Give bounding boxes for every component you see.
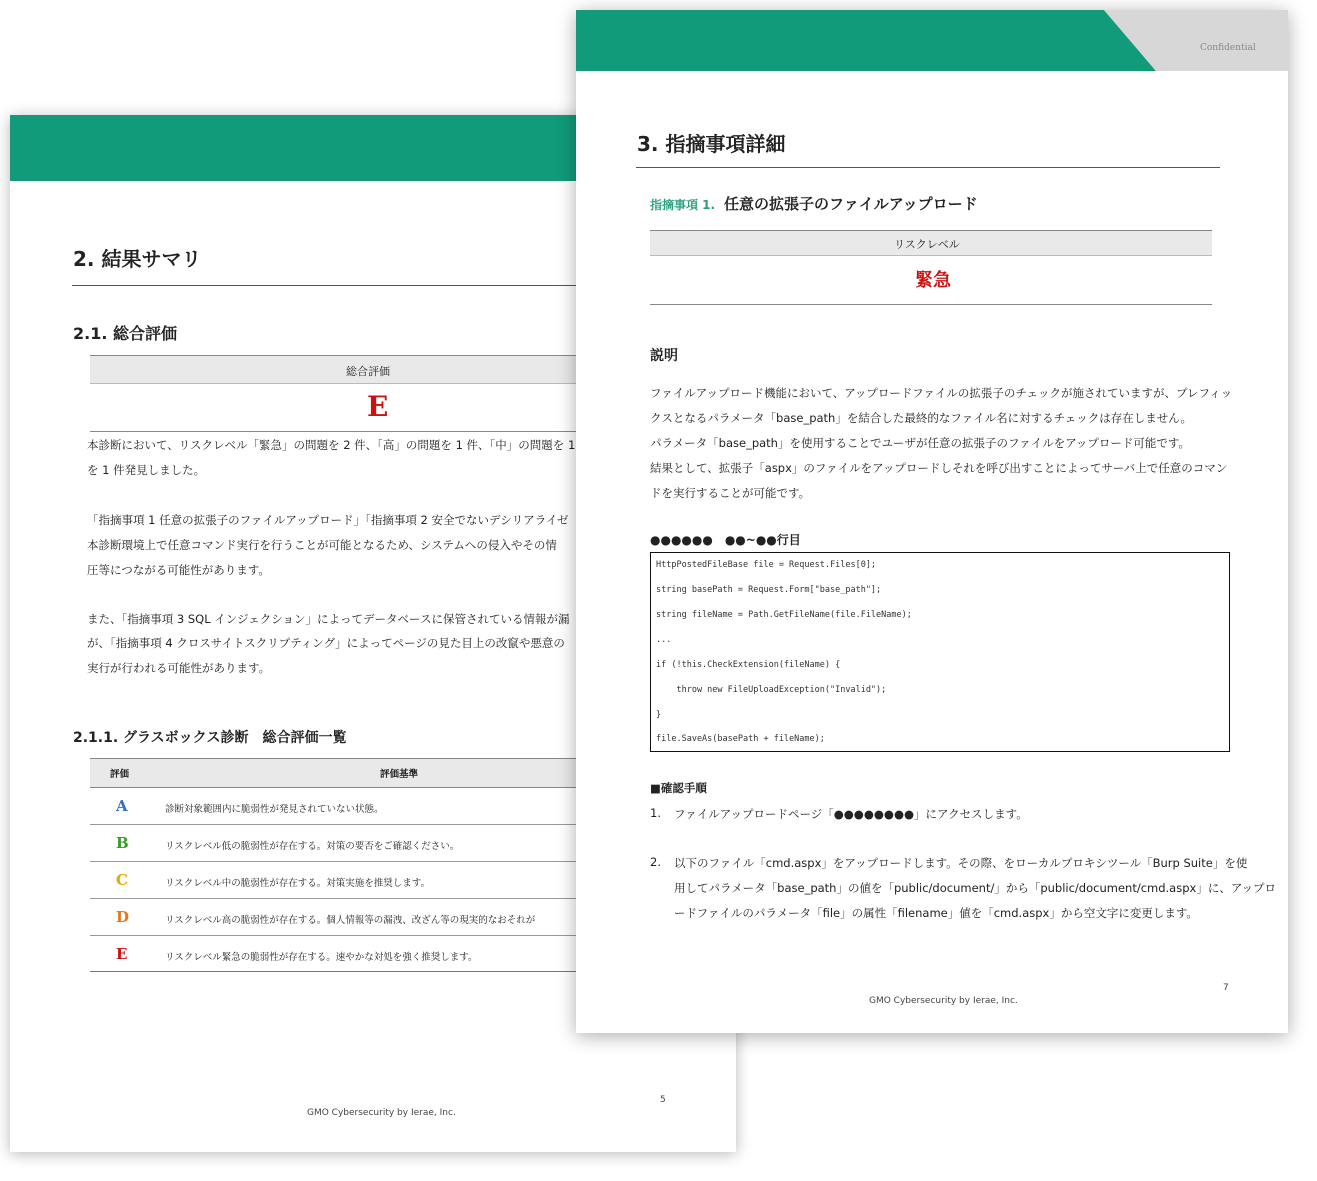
- description-heading: 説明: [650, 348, 678, 364]
- code-line: string basePath = Request.Form["base_path"];: [656, 585, 882, 595]
- code-block: [650, 552, 1230, 752]
- grade-letter: C: [116, 871, 128, 889]
- grade-letter: E: [116, 945, 128, 963]
- page-footer: GMO Cybersecurity by Ierae, Inc.: [869, 996, 1018, 1006]
- code-line: }: [656, 710, 662, 720]
- step-text: 用してパラメータ「base_path」の値を「public/document/」から「public/document/cmd.aspx」に、アップロ: [674, 881, 1277, 895]
- risk-value: 緊急: [915, 270, 951, 291]
- description-line: クスとなるパラメータ「base_path」を結合した最終的なファイル名に対するチェックは存在しません。: [650, 411, 1192, 425]
- section-title: 3. 指摘事項詳細: [637, 132, 786, 156]
- report-page-7: [576, 10, 1288, 1033]
- grade-criteria: 診断対象範囲内に脆弱性が発見されていない状態。: [165, 804, 384, 815]
- paragraph-line: 本診断において、リスクレベル「緊急」の問題を 2 件、「高」の問題を 1 件、「中」の問題を 1: [87, 438, 576, 452]
- code-line: file.SaveAs(basePath + fileName);: [656, 734, 825, 744]
- grade-criteria: リスクレベル高の脆弱性が存在する。個人情報等の漏洩、改ざん等の現実的なおそれが: [165, 915, 536, 926]
- grade-table-col-grade: 評価: [110, 769, 130, 780]
- code-line: if (!this.CheckExtension(fileName) {: [656, 660, 841, 670]
- divider: [650, 304, 1212, 305]
- code-location-label: ●●●●●● ●●~●●行目: [650, 533, 801, 547]
- subsubsection-title: 2.1.1. グラスボックス診断 総合評価一覧: [73, 730, 347, 746]
- steps-heading: ■確認手順: [650, 781, 707, 795]
- code-line: throw new FileUploadException("Invalid");: [656, 685, 887, 695]
- overall-grade: E: [367, 390, 389, 423]
- code-line: ...: [656, 635, 672, 645]
- step-text: ファイルアップロードページ「●●●●●●●●」にアクセスします。: [674, 807, 1028, 821]
- finding-title: 任意の拡張子のファイルアップロード: [724, 195, 978, 213]
- subsection-title: 2.1. 総合評価: [73, 324, 177, 343]
- paragraph-line: を 1 件発見しました。: [87, 463, 206, 477]
- grade-criteria: リスクレベル中の脆弱性が存在する。対策実施を推奨します。: [165, 878, 431, 889]
- section-title: 2. 結果サマリ: [73, 247, 202, 271]
- code-line: HttpPostedFileBase file = Request.Files[0];: [656, 560, 877, 570]
- paragraph-line: が、「指摘事項 4 クロスサイトスクリプティング」によってページの見た目上の改竄や悪意の: [87, 636, 565, 650]
- paragraph-line: また、「指摘事項 3 SQL インジェクション」によってデータベースに保管されている情報が漏: [87, 612, 570, 626]
- description-line: ファイルアップロード機能において、アップロードファイルの拡張子のチェックが施されていますが、プレフィッ: [650, 386, 1233, 400]
- paragraph-line: 本診断環境上で任意コマンド実行を行うことが可能となるため、システムへの侵入やその情: [87, 538, 557, 552]
- description-line: ドを実行することが可能です。: [650, 486, 811, 500]
- grade-table-col-criteria: 評価基準: [380, 769, 419, 780]
- eval-table-header-label: 総合評価: [346, 365, 390, 378]
- paragraph-line: 「指摘事項 1 任意の拡張子のファイルアップロード」「指摘事項 2 安全でないデシリアライゼ: [87, 513, 569, 527]
- grade-criteria: リスクレベル緊急の脆弱性が存在する。速やかな対処を強く推奨します。: [165, 952, 478, 963]
- confidential-label: Confidential: [1200, 43, 1256, 53]
- grade-letter: B: [116, 834, 129, 852]
- page-number: 7: [1223, 983, 1229, 993]
- code-line: string fileName = Path.GetFileName(file.FileName);: [656, 610, 912, 620]
- step-number: 1.: [650, 806, 661, 820]
- header-band: [576, 10, 1288, 72]
- grade-criteria: リスクレベル低の脆弱性が存在する。対策の要否をご確認ください。: [165, 841, 460, 852]
- description-line: パラメータ「base_path」を使用することでユーザが任意の拡張子のファイルをアップロード可能です。: [650, 436, 1191, 450]
- paragraph-line: 実行が行われる可能性があります。: [87, 661, 271, 675]
- step-text: ードファイルのパラメータ「file」の属性「filename」値を「cmd.aspx」から空文字に変更します。: [674, 906, 1198, 920]
- page-number: 5: [660, 1095, 666, 1105]
- risk-header-label: リスクレベル: [894, 238, 960, 251]
- grade-letter: A: [116, 797, 128, 815]
- header-band: [10, 115, 610, 181]
- description-line: 結果として、拡張子「aspx」のファイルをアップロードしそれを呼び出すことによってサーバ上で任意のコマン: [650, 461, 1228, 475]
- paragraph-line: 圧等につながる可能性があります。: [87, 563, 270, 577]
- grade-letter: D: [116, 908, 130, 926]
- step-text: 以下のファイル「cmd.aspx」をアップロードします。その際、をローカルプロキシツール「Burp Suite」を使: [674, 856, 1248, 870]
- finding-prefix: 指摘事項 1.: [650, 198, 716, 212]
- page-footer: GMO Cybersecurity by Ierae, Inc.: [307, 1108, 456, 1118]
- divider: [636, 167, 1220, 168]
- step-number: 2.: [650, 855, 661, 869]
